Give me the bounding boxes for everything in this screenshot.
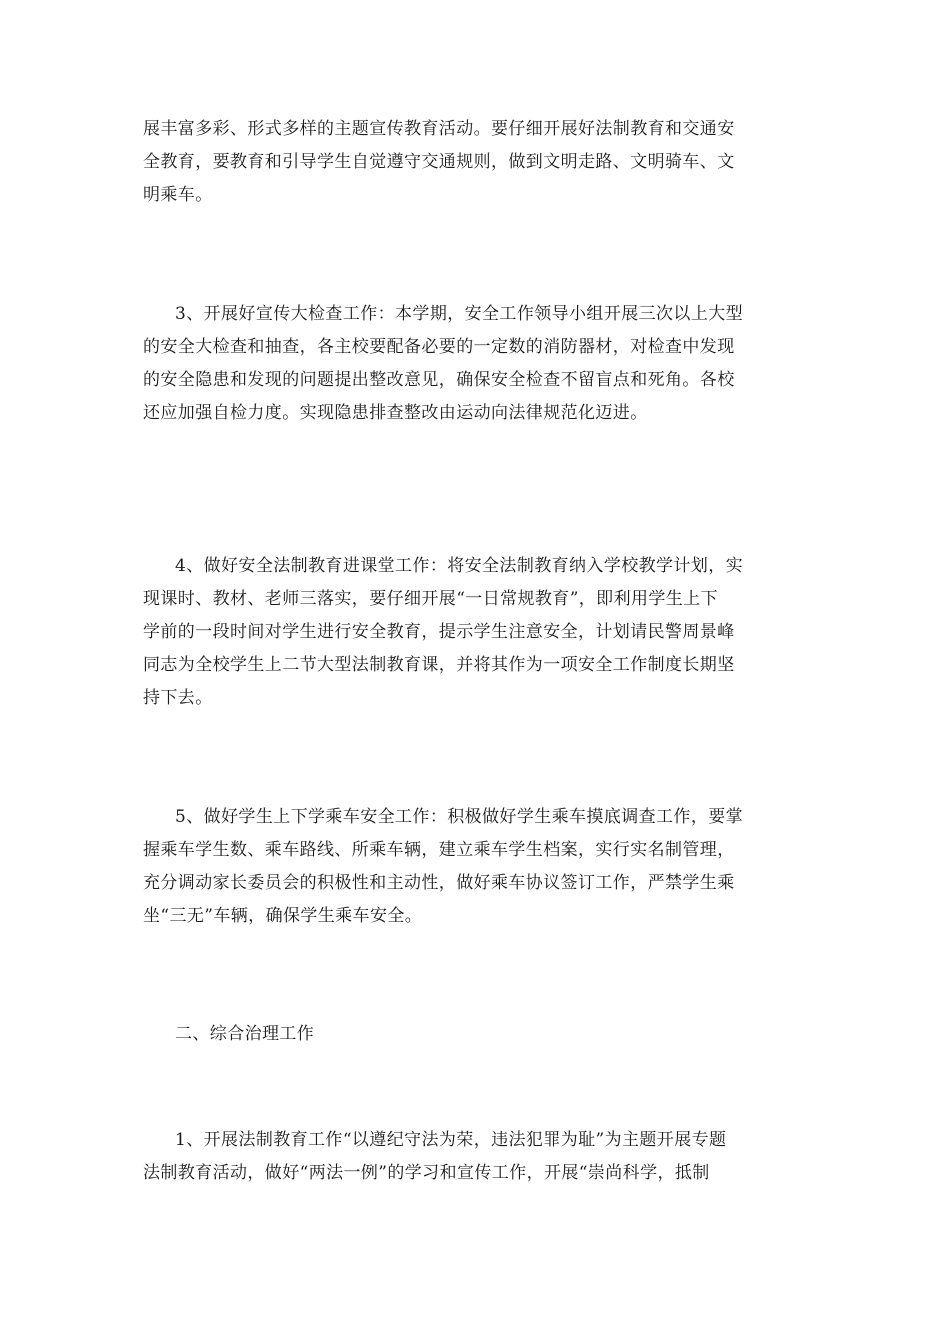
text-line: 全教育，要教育和引导学生自觉遵守交通规则，做到文明走路、文明骑车、文	[143, 152, 735, 172]
paragraph-governance-item-1	[143, 1124, 807, 1190]
paragraph-item-3	[143, 298, 807, 430]
paragraph-themed-education	[143, 113, 807, 212]
paragraph-item-5	[143, 801, 807, 933]
text-line: 学前的一段时间对学生进行安全教育，提示学生注意安全，计划请民警周景峰	[143, 622, 735, 642]
text-line: 的安全隐患和发现的问题提出整改意见，确保安全检查不留盲点和死角。各校	[143, 370, 735, 390]
text-line: 握乘车学生数、乘车路线、所乘车辆，建立乘车学生档案，实行实名制管理，	[143, 840, 735, 860]
text-line: 持下去。	[143, 688, 213, 708]
paragraph-item-4	[143, 550, 807, 715]
text-line: 1、开展法制教育工作“以遵纪守法为荣，违法犯罪为耻”为主题开展专题	[175, 1130, 727, 1150]
text-line: 明乘车。	[143, 185, 213, 205]
section-heading-comprehensive-governance	[143, 1018, 807, 1051]
text-line: 3、开展好宣传大检查工作：本学期，安全工作领导小组开展三次以上大型	[175, 304, 744, 324]
text-line: 展丰富多彩、形式多样的主题宣传教育活动。要仔细开展好法制教育和交通安	[143, 119, 735, 139]
text-line: 的安全大检查和抽查，各主校要配备必要的一定数的消防器材，对检查中发现	[143, 337, 735, 357]
text-line: 法制教育活动，做好“两法一例”的学习和宣传工作，开展“崇尚科学，抵制	[143, 1163, 710, 1183]
text-line: 4、做好安全法制教育进课堂工作：将安全法制教育纳入学校教学计划，实	[175, 556, 744, 576]
section-heading: 二、综合治理工作	[175, 1024, 315, 1044]
text-line: 同志为全校学生上二节大型法制教育课，并将其作为一项安全工作制度长期坚	[143, 655, 735, 675]
text-line: 现课时、教材、老师三落实，要仔细开展“一日常规教育”，即利用学生上下	[143, 589, 718, 609]
text-line: 坐“三无”车辆，确保学生乘车安全。	[143, 906, 423, 926]
text-line: 充分调动家长委员会的积极性和主动性，做好乘车协议签订工作，严禁学生乘	[143, 873, 735, 893]
text-line: 5、做好学生上下学乘车安全工作：积极做好学生乘车摸底调查工作，要掌	[175, 807, 744, 827]
text-line: 还应加强自检力度。实现隐患排查整改由运动向法律规范化迈进。	[143, 403, 648, 423]
